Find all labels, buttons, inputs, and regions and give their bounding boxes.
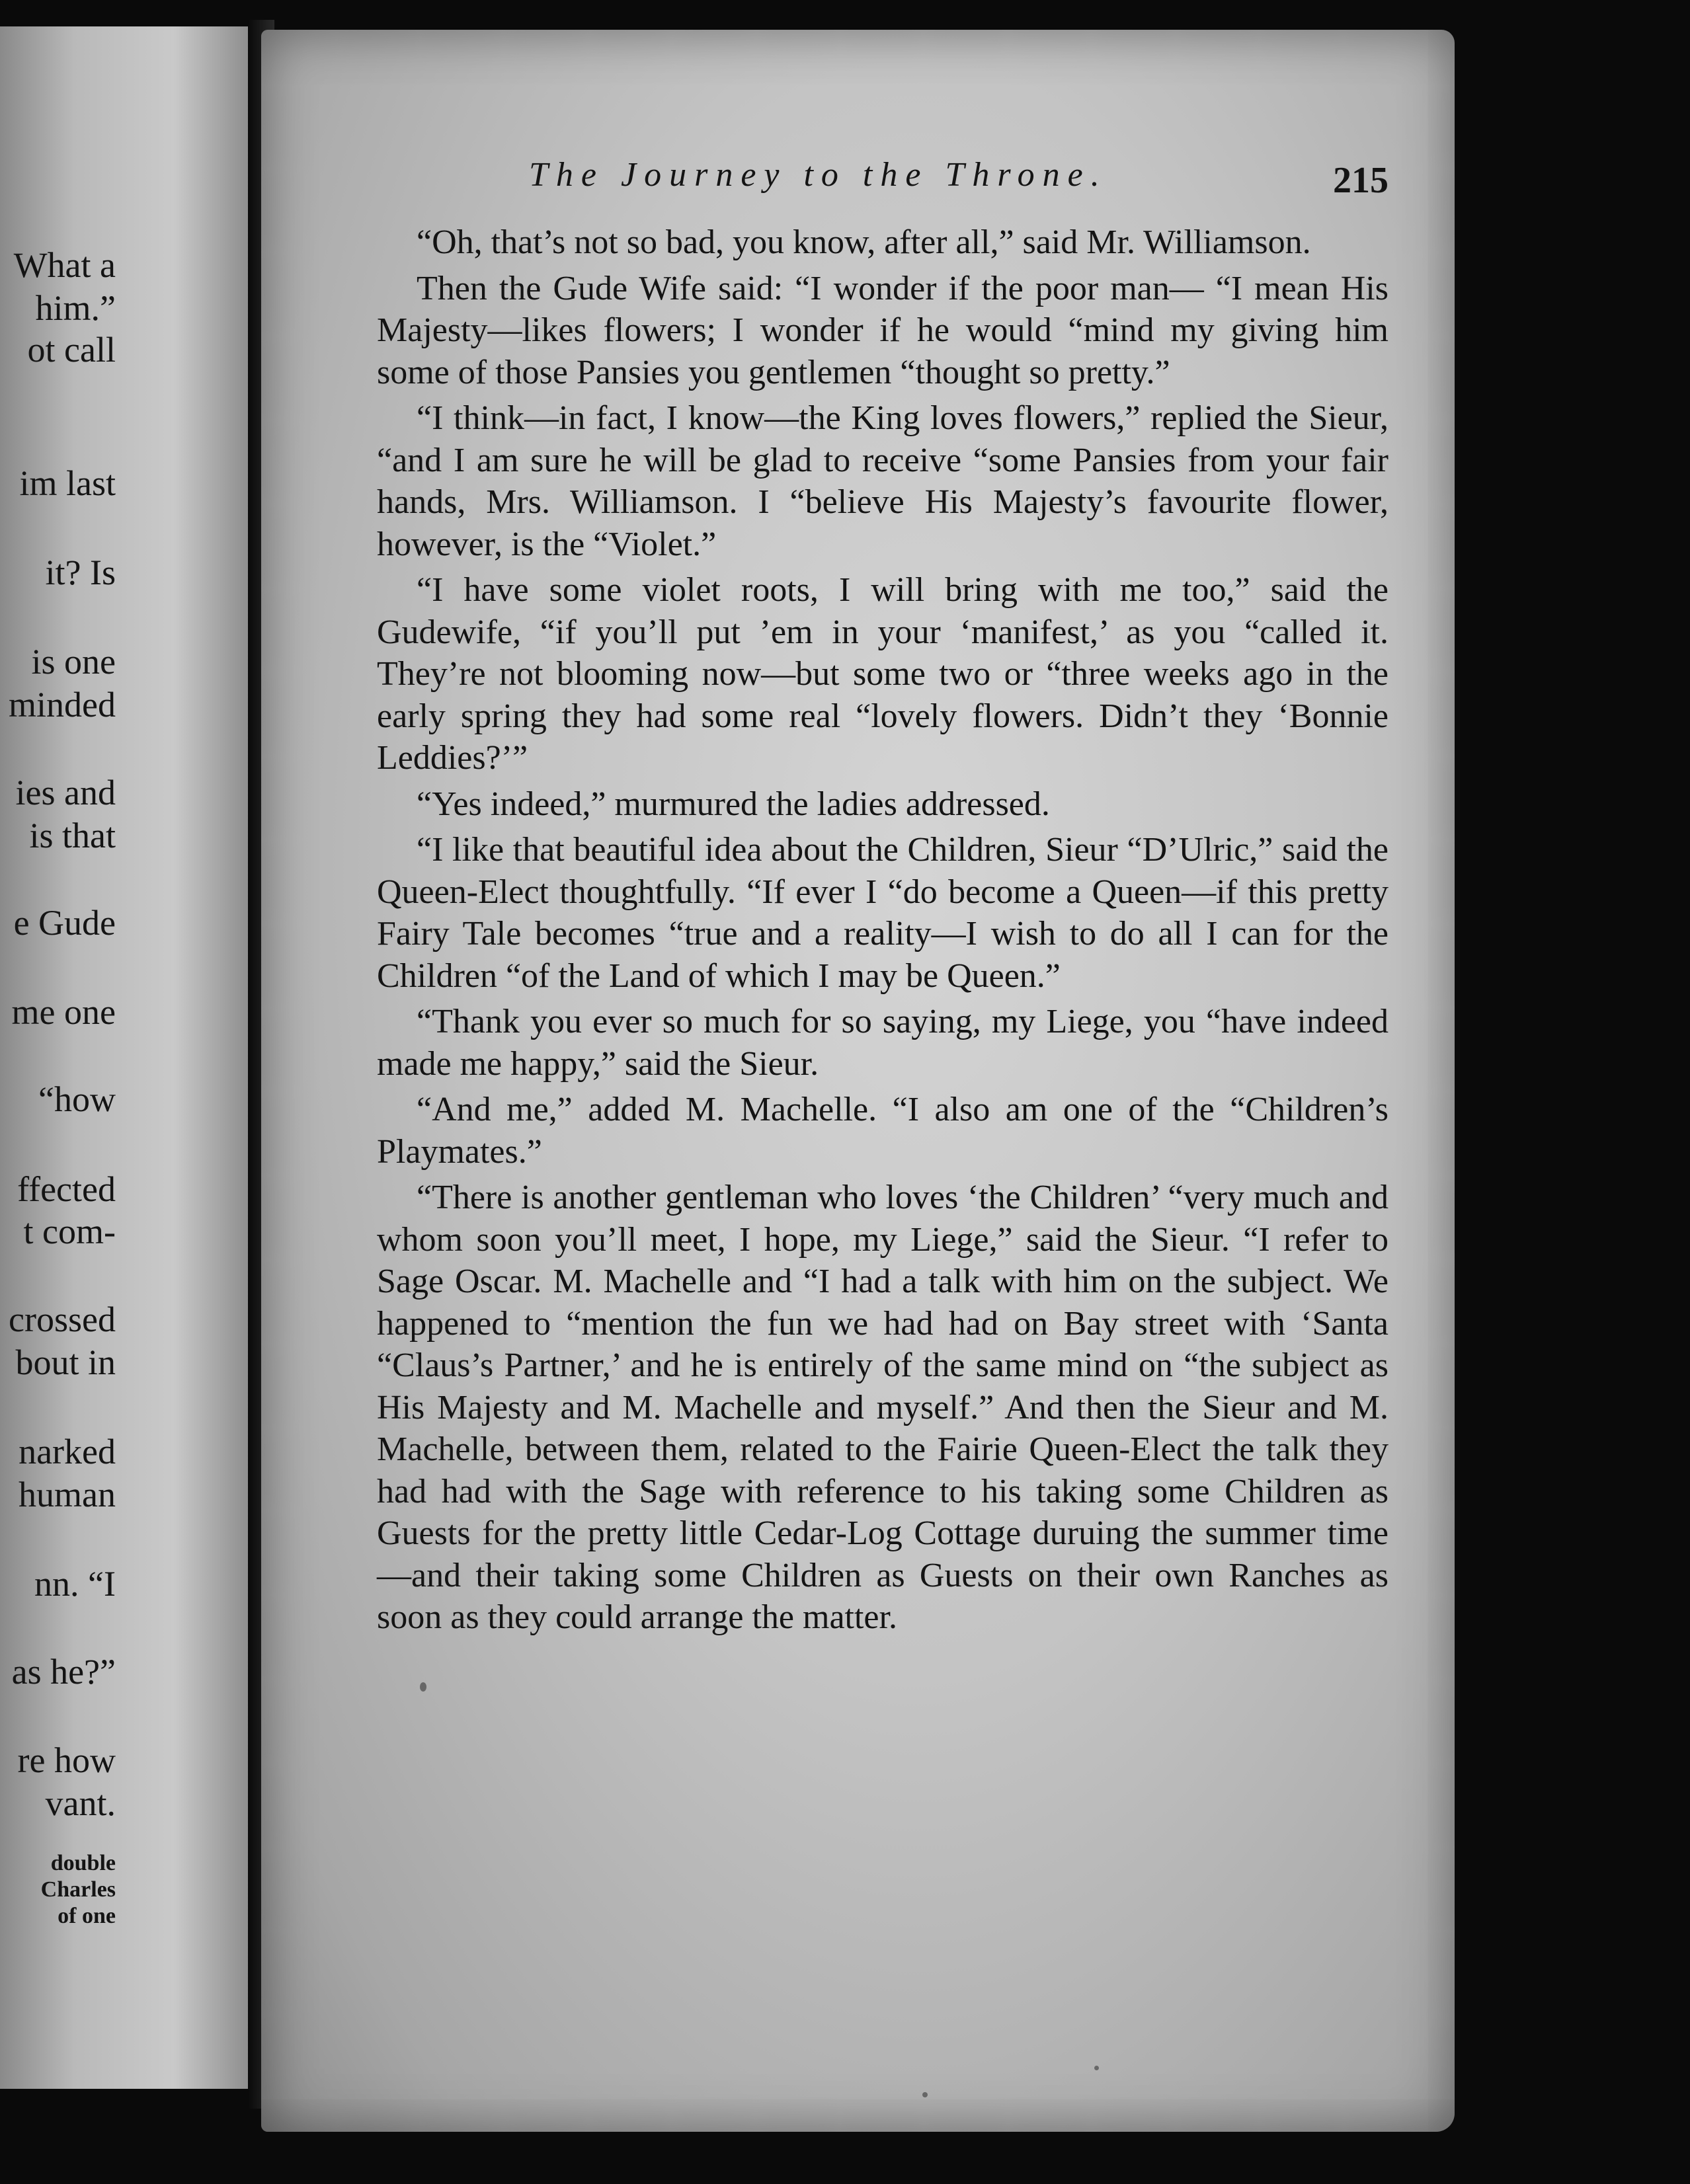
left-footnote-line: double [50,1851,116,1875]
left-line: ies and [15,773,116,812]
left-line: minded [9,685,116,724]
paragraph: “I have some violet roots, I will bring with me too,” said the Gudewife, “if you’ll put ’em in your ‘manifest,’ as you “called it. They’re not blooming now—but some two or “three weeks ago in the early spring they had some real “lovely flowers. Didn’t they ‘Bonnie Leddies?’” [377,571,1388,777]
left-line: is that [29,816,116,855]
paragraph: “Thank you ever so much for so saying, my Liege, you “have indeed made me happy,” said the Sieur. [377,1003,1388,1083]
scan-speck [420,1682,426,1692]
scan-speck [1094,2066,1099,2070]
body-text [377,221,1388,1643]
running-title: The Journey to the Throne. [529,156,1107,194]
paragraph: “I think—in fact, I know—the King loves flowers,” replied the Sieur, “and I am sure he will be glad to receive “some Pansies from your fair hands, Mrs. Williamson. I “believe His Majesty’s favourite flower, however, is the “Violet.” [377,399,1388,563]
left-line: is one [31,642,116,682]
paragraph: “Oh, that’s not so bad, you know, after all,” said Mr. Williamson. [417,223,1311,261]
paragraph: “I like that beautiful idea about the Children, Sieur “D’Ulric,” said the Queen-Elect thoughtfully. “If ever I “do become a Queen—if this pretty Fairy Tale becomes “true and a reality—I wish to do all I can for the Children “of the Land of which I may be Queen.” [377,831,1388,995]
left-line: vant. [45,1783,116,1823]
left-line: as he?” [11,1652,116,1692]
left-line: What a [13,245,116,285]
left-line: re how [17,1740,116,1780]
scan-speck [922,2092,928,2097]
paragraph: Then the Gude Wife said: “I wonder if the poor man— “I mean His Majesty—likes flowers; I wonder if he would “mind my giving him some of those Pansies you gentlemen “thought so pretty.” [377,269,1388,391]
left-line: ffected [17,1169,116,1209]
paragraph: “Yes indeed,” murmured the ladies addressed. [417,785,1050,823]
left-line: nn. “I [34,1564,116,1604]
left-line: me one [11,992,116,1032]
right-page [261,30,1455,2132]
left-line: ot call [27,330,116,370]
left-line: “how [38,1079,116,1119]
paragraph: “And me,” added M. Machelle. “I also am one of the “Children’s Playmates.” [377,1091,1388,1171]
left-footnote-line: of one [58,1904,116,1928]
left-line: crossed [9,1300,116,1339]
left-footnote-line: Charles [40,1877,116,1902]
left-line: it? Is [45,553,116,592]
left-line: t com- [23,1212,116,1251]
paragraph: “There is another gentleman who loves ‘the Children’ “very much and whom soon you’ll meet, I hope, my Liege,” said the Sieur. “I refer to Sage Oscar. M. Machelle and “I had a talk with him on the subject. We happened to “mention the fun we had had on Bay street with ‘Santa “Claus’s Partner,’ and he is entirely of the same mind on “the subject as His Majesty and M. Machelle and myself.” And then the Sieur and M. Machelle, between them, related to the Fairie Queen-Elect the talk they had had with the Sage with reference to his taking some Children as Guests for the pretty little Cedar-Log Cottage duruing the summer time—and their taking some Children as Guests on their own Ranches as soon as they could arrange the matter. [377,1179,1388,1636]
left-line: bout in [15,1343,116,1382]
left-page-fragment [0,26,255,2089]
left-line: im last [19,463,116,503]
left-line: e Gude [13,903,116,943]
left-line: him.” [35,288,116,328]
running-head [377,155,1388,208]
left-line: human [19,1475,116,1514]
left-line: narked [19,1432,116,1471]
page-number: 215 [1333,160,1388,201]
